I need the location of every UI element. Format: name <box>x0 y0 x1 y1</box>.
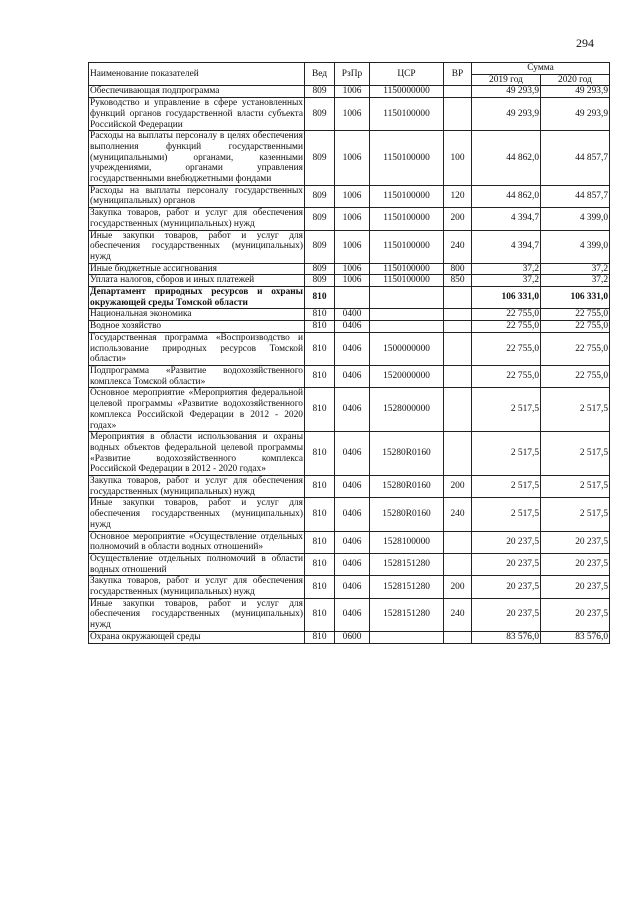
cell-name: Департамент природных ресурсов и охраны окружающей среды Томской области <box>90 287 303 308</box>
cell-rzpr: 0400 <box>335 309 370 321</box>
header-sum: Сумма <box>472 63 610 75</box>
cell-2020: 83 576,0 <box>541 631 610 643</box>
cell-vr: 200 <box>444 476 472 498</box>
cell-ved: 809 <box>305 263 335 275</box>
cell-csr: 1150100000 <box>370 131 444 186</box>
cell-rzpr: 0406 <box>335 576 370 598</box>
cell-csr: 1150100000 <box>370 263 444 275</box>
cell-rzpr: 0406 <box>335 476 370 498</box>
cell-ved: 809 <box>305 86 335 98</box>
table-row <box>89 321 610 333</box>
cell-name: Иные закупки товаров, работ и услуг для обеспечения государственных (муниципальных) нужд <box>90 598 303 631</box>
cell-csr: 1528151280 <box>370 598 444 631</box>
cell-vr: 800 <box>444 263 472 275</box>
cell-2019: 4 394,7 <box>472 208 541 230</box>
cell-2019: 2 517,5 <box>472 498 541 531</box>
cell-vr: 200 <box>444 576 472 598</box>
cell-name: Осуществление отдельных полномочий в области водных отношений <box>90 553 303 575</box>
table-row <box>89 432 610 476</box>
table-row <box>89 553 610 575</box>
cell-vr <box>444 86 472 98</box>
header-vr: ВР <box>444 63 472 86</box>
cell-rzpr: 1006 <box>335 98 370 131</box>
header-2020: 2020 год <box>541 74 610 86</box>
cell-csr: 1520000000 <box>370 365 444 387</box>
cell-2019: 44 862,0 <box>472 131 541 186</box>
header-ved: Вед <box>305 63 335 86</box>
cell-2020: 22 755,0 <box>541 321 610 333</box>
cell-2019: 37,2 <box>472 275 541 287</box>
cell-2020: 20 237,5 <box>541 598 610 631</box>
cell-2020: 2 517,5 <box>541 432 610 476</box>
table-row <box>89 576 610 598</box>
cell-2019: 2 517,5 <box>472 432 541 476</box>
cell-rzpr: 0406 <box>335 365 370 387</box>
cell-name: Иные закупки товаров, работ и услуг для обеспечения государственных (муниципальных) нужд <box>90 498 303 530</box>
cell-ved: 809 <box>305 131 335 186</box>
table-row <box>89 131 610 186</box>
cell-2020: 37,2 <box>541 263 610 275</box>
cell-ved: 810 <box>305 432 335 476</box>
cell-rzpr: 0406 <box>335 321 370 333</box>
header-csr: ЦСР <box>370 63 444 86</box>
cell-ved: 810 <box>305 365 335 387</box>
cell-vr <box>444 98 472 131</box>
cell-csr: 1150000000 <box>370 86 444 98</box>
cell-rzpr: 1006 <box>335 131 370 186</box>
cell-vr <box>444 332 472 365</box>
cell-csr: 1150100000 <box>370 275 444 287</box>
cell-ved: 810 <box>305 631 335 643</box>
cell-2019: 22 755,0 <box>472 365 541 387</box>
cell-ved: 810 <box>305 498 335 531</box>
cell-csr: 1528151280 <box>370 576 444 598</box>
cell-2019: 44 862,0 <box>472 185 541 207</box>
cell-csr: 1528100000 <box>370 531 444 553</box>
cell-2019: 22 755,0 <box>472 332 541 365</box>
cell-2019: 20 237,5 <box>472 598 541 631</box>
cell-2020: 49 293,9 <box>541 98 610 131</box>
table-row <box>89 208 610 230</box>
cell-csr <box>370 321 444 333</box>
cell-csr: 15280R0160 <box>370 432 444 476</box>
cell-rzpr: 1006 <box>335 230 370 263</box>
cell-vr <box>444 365 472 387</box>
cell-ved: 810 <box>305 576 335 598</box>
cell-2019: 2 517,5 <box>472 388 541 432</box>
cell-vr: 240 <box>444 230 472 263</box>
cell-rzpr: 1006 <box>335 185 370 207</box>
cell-csr <box>370 631 444 643</box>
cell-rzpr: 0406 <box>335 388 370 432</box>
page-number: 294 <box>576 36 594 50</box>
table-row <box>89 263 610 275</box>
cell-ved: 810 <box>305 388 335 432</box>
cell-vr <box>444 531 472 553</box>
cell-2020: 20 237,5 <box>541 576 610 598</box>
cell-vr <box>444 309 472 321</box>
cell-name: Основное мероприятие «Осуществление отдельных полномочий в области водных отношений» <box>90 531 303 553</box>
cell-name: Подпрограмма «Развитие водохозяйственного комплекса Томской области» <box>90 365 303 387</box>
table-row <box>89 598 610 631</box>
cell-vr: 120 <box>444 185 472 207</box>
cell-2020: 44 857,7 <box>541 131 610 186</box>
table-row <box>89 365 610 387</box>
cell-csr: 1500000000 <box>370 332 444 365</box>
cell-name: Национальная экономика <box>89 309 305 321</box>
table-row <box>89 287 610 309</box>
cell-2019: 22 755,0 <box>472 321 541 333</box>
cell-rzpr: 0406 <box>335 531 370 553</box>
cell-vr <box>444 287 472 309</box>
cell-ved: 809 <box>305 208 335 230</box>
cell-rzpr: 1006 <box>335 275 370 287</box>
cell-ved: 810 <box>305 287 335 309</box>
cell-2020: 22 755,0 <box>541 365 610 387</box>
table-row <box>89 230 610 263</box>
cell-ved: 810 <box>305 309 335 321</box>
cell-name: Уплата налогов, сборов и иных платежей <box>89 275 305 287</box>
cell-rzpr: 0406 <box>335 332 370 365</box>
cell-name: Государственная программа «Воспроизводство и использование природных ресурсов Томской области» <box>90 332 303 365</box>
cell-2020: 22 755,0 <box>541 332 610 365</box>
cell-ved: 810 <box>305 476 335 498</box>
cell-csr <box>370 309 444 321</box>
cell-2019: 49 293,9 <box>472 98 541 131</box>
budget-table <box>88 62 610 644</box>
cell-ved: 810 <box>305 553 335 575</box>
cell-csr: 1150100000 <box>370 208 444 230</box>
cell-name: Водное хозяйство <box>89 321 305 333</box>
table-row <box>89 476 610 498</box>
cell-2020: 4 399,0 <box>541 208 610 230</box>
cell-2020: 20 237,5 <box>541 553 610 575</box>
header-rzpr: РзПр <box>335 63 370 86</box>
cell-csr: 15280R0160 <box>370 498 444 531</box>
cell-name: Руководство и управление в сфере установленных функций органов государственной власти субъекта Российской Федерации <box>90 98 303 130</box>
cell-rzpr: 1006 <box>335 208 370 230</box>
cell-vr: 100 <box>444 131 472 186</box>
cell-2019: 20 237,5 <box>472 531 541 553</box>
cell-rzpr: 0406 <box>335 553 370 575</box>
table-body <box>89 86 610 643</box>
header-2019: 2019 год <box>472 74 541 86</box>
header-name: Наименование показателей <box>89 63 305 86</box>
cell-rzpr: 0406 <box>335 498 370 531</box>
table-row <box>89 275 610 287</box>
table-row <box>89 498 610 531</box>
cell-2020: 22 755,0 <box>541 309 610 321</box>
cell-name: Охрана окружающей среды <box>89 631 305 643</box>
cell-2019: 106 331,0 <box>472 287 541 309</box>
cell-2020: 4 399,0 <box>541 230 610 263</box>
cell-name: Расходы на выплаты персоналу государственных (муниципальных) органов <box>90 185 303 207</box>
table-row <box>89 631 610 643</box>
cell-rzpr: 1006 <box>335 263 370 275</box>
cell-2020: 44 857,7 <box>541 185 610 207</box>
cell-rzpr <box>335 287 370 309</box>
cell-name: Закупка товаров, работ и услуг для обеспечения государственных (муниципальных) нужд <box>90 208 303 229</box>
cell-name: Закупка товаров, работ и услуг для обеспечения государственных (муниципальных) нужд <box>90 576 303 598</box>
cell-rzpr: 0406 <box>335 432 370 476</box>
cell-csr: 15280R0160 <box>370 476 444 498</box>
table-row <box>89 98 610 131</box>
cell-2020: 49 293,9 <box>541 86 610 98</box>
cell-vr: 240 <box>444 498 472 531</box>
table-row <box>89 309 610 321</box>
cell-csr: 1150100000 <box>370 185 444 207</box>
cell-name: Закупка товаров, работ и услуг для обеспечения государственных (муниципальных) нужд <box>90 476 303 497</box>
cell-2020: 2 517,5 <box>541 476 610 498</box>
cell-csr: 1150100000 <box>370 230 444 263</box>
cell-ved: 809 <box>305 275 335 287</box>
cell-ved: 810 <box>305 531 335 553</box>
cell-vr: 850 <box>444 275 472 287</box>
cell-name: Мероприятия в области использования и охраны водных объектов федеральной целевой программы «Развитие водохозяйственного комплекса Российской Федерации в 2012 - 2020 годах» <box>90 432 303 475</box>
table-row <box>89 86 610 98</box>
table-header <box>89 63 610 86</box>
cell-2020: 2 517,5 <box>541 388 610 432</box>
cell-ved: 810 <box>305 321 335 333</box>
cell-csr: 1150100000 <box>370 98 444 131</box>
cell-2020: 20 237,5 <box>541 531 610 553</box>
cell-2019: 2 517,5 <box>472 476 541 498</box>
cell-name: Иные бюджетные ассигнования <box>89 263 305 275</box>
cell-ved: 810 <box>305 598 335 631</box>
cell-ved: 809 <box>305 185 335 207</box>
table-row <box>89 332 610 365</box>
cell-name: Основное мероприятие «Мероприятия федеральной целевой программы «Развитие водохозяйственного комплекса Российской Федерации в 2012 - 2020 годах» <box>90 388 303 431</box>
cell-ved: 810 <box>305 332 335 365</box>
cell-name: Обеспечивающая подпрограмма <box>89 86 305 98</box>
table-row <box>89 388 610 432</box>
cell-2019: 20 237,5 <box>472 576 541 598</box>
cell-name: Расходы на выплаты персоналу в целях обеспечения выполнения функций государственными (муниципальными) органами, казенными учреждениями, органами управления государственными внебюджетными фондами <box>90 131 303 185</box>
cell-2019: 20 237,5 <box>472 553 541 575</box>
cell-rzpr: 1006 <box>335 86 370 98</box>
cell-2019: 37,2 <box>472 263 541 275</box>
cell-csr: 1528151280 <box>370 553 444 575</box>
cell-vr <box>444 432 472 476</box>
cell-2019: 49 293,9 <box>472 86 541 98</box>
cell-2020: 106 331,0 <box>541 287 610 309</box>
cell-rzpr: 0600 <box>335 631 370 643</box>
cell-2019: 22 755,0 <box>472 309 541 321</box>
cell-2019: 4 394,7 <box>472 230 541 263</box>
cell-2019: 83 576,0 <box>472 631 541 643</box>
cell-rzpr: 0406 <box>335 598 370 631</box>
cell-ved: 809 <box>305 230 335 263</box>
cell-vr: 200 <box>444 208 472 230</box>
cell-vr <box>444 321 472 333</box>
cell-2020: 37,2 <box>541 275 610 287</box>
cell-vr <box>444 388 472 432</box>
cell-2020: 2 517,5 <box>541 498 610 531</box>
table-row <box>89 185 610 207</box>
cell-csr: 1528000000 <box>370 388 444 432</box>
cell-vr <box>444 631 472 643</box>
cell-csr <box>370 287 444 309</box>
cell-ved: 809 <box>305 98 335 131</box>
cell-vr <box>444 553 472 575</box>
table-row <box>89 531 610 553</box>
cell-vr: 240 <box>444 598 472 631</box>
cell-name: Иные закупки товаров, работ и услуг для обеспечения государственных (муниципальных) нужд <box>90 230 303 262</box>
